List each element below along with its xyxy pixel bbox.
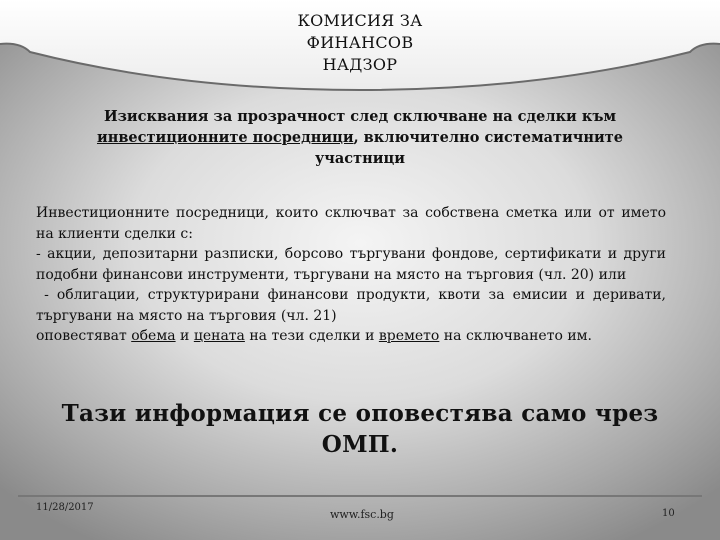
body-item-bonds: - облигации, структурирани финансови продукти, квоти за емисии и деривати, търгувани на място на търговия (чл. 21) [36, 287, 671, 324]
closing-time: времето [378, 328, 440, 344]
subtitle-line-3: участници [315, 150, 405, 167]
closing-text-1: оповестяват [36, 328, 132, 344]
body-item-shares: - акции, депозитарни разписки, борсово търгувани фондове, сертификати и други подобни финансови инструменти, търгувани на място на търговия (чл. 20) или [36, 246, 666, 283]
footer-divider [18, 495, 702, 497]
subtitle-line-2-rest: , включително систематичните [353, 129, 623, 146]
subtitle-underlined-term: инвестиционните посредници [96, 129, 354, 146]
subtitle-line-2 [70, 127, 650, 148]
body-intro: Инвестиционните посредници, които сключват за собствена сметка или от името на клиенти сделки с: [36, 205, 666, 242]
slide-subtitle [70, 106, 650, 169]
closing-text-2: и [175, 328, 194, 344]
organization-title [200, 10, 520, 76]
page-number: 10 [662, 508, 675, 519]
footer-url: www.fsc.bg [330, 508, 394, 521]
closing-volume: обема [131, 328, 176, 344]
body-closing [36, 326, 666, 347]
closing-text-3: на тези сделки и [244, 328, 379, 344]
closing-text-4: на сключването им. [439, 328, 593, 344]
footer-date: 11/28/2017 [36, 502, 94, 513]
header-panel [0, 0, 720, 92]
highlight-statement: Тази информация се оповестява само чрез ОМП. [61, 400, 659, 458]
org-title-line-3: НАДЗОР [322, 55, 398, 74]
org-title-line-1: КОМИСИЯ ЗА [297, 11, 423, 30]
body-text [36, 203, 671, 347]
closing-price: цената [193, 328, 245, 344]
org-title-line-2: ФИНАНСОВ [306, 33, 414, 52]
subtitle-line-1: Изисквания за прозрачност след сключване на сделки към [103, 108, 617, 125]
